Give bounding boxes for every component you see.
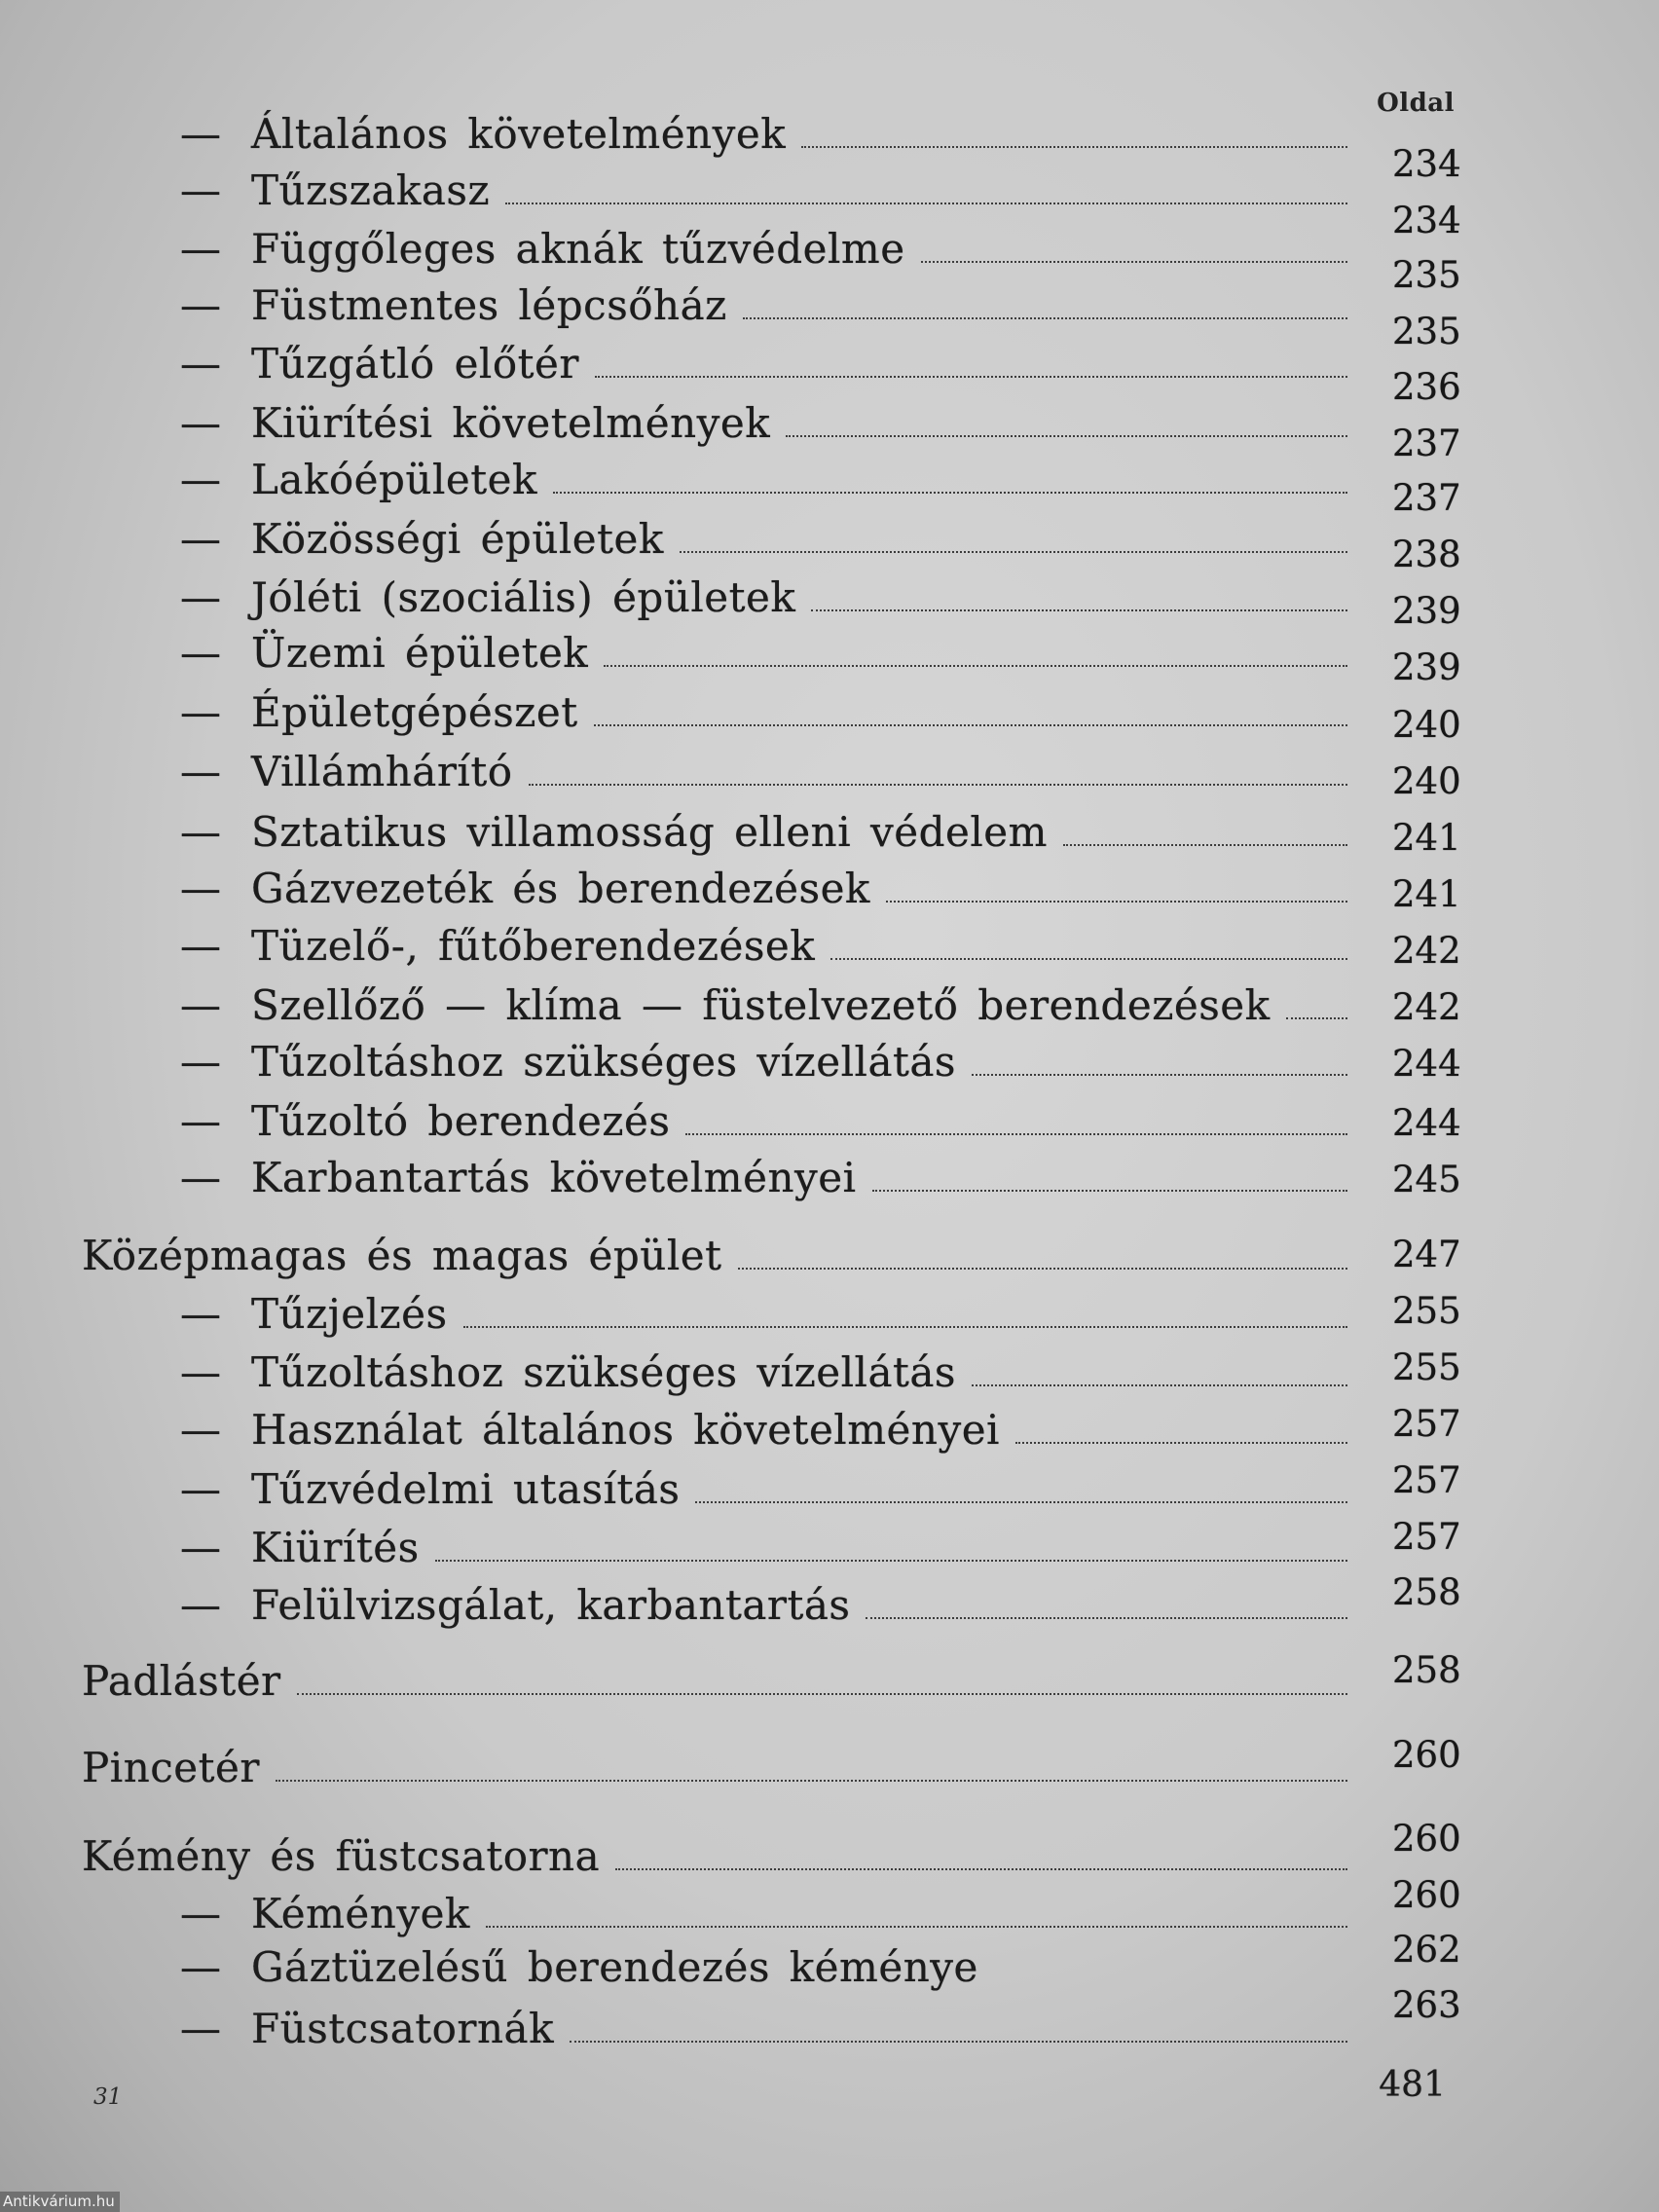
entry-title: Villámhárító	[251, 748, 513, 795]
entry-dash: —	[180, 808, 221, 856]
entry-page-number: 255	[1392, 1290, 1461, 1332]
leader-dots	[972, 1384, 1347, 1386]
leader-dots	[594, 724, 1347, 726]
entry-title: Tüzelő-, fűtőberendezések	[251, 922, 816, 970]
leader-dots	[680, 551, 1347, 553]
toc-entry	[180, 1929, 1461, 1996]
toc-entry	[180, 861, 1460, 917]
entry-page-number: 235	[1392, 311, 1461, 352]
entry-page-number: 238	[1392, 534, 1461, 575]
entry-page-number: 241	[1392, 817, 1461, 859]
section-title: Középmagas és magas épület	[82, 1232, 722, 1279]
entry-page-number: 257	[1392, 1459, 1461, 1501]
entry-dash: —	[180, 1943, 221, 1991]
entry-page-number: 242	[1392, 986, 1461, 1028]
entry-page-number: 236	[1392, 366, 1461, 408]
entry-page-number: 239	[1392, 590, 1461, 632]
entry-page-number: 260	[1392, 1874, 1461, 1916]
entry-page-number: 244	[1392, 1102, 1461, 1144]
entry-page-number: 237	[1392, 477, 1461, 519]
entry-dash: —	[180, 748, 221, 795]
entry-dash: —	[180, 1348, 221, 1396]
entry-title: Gázvezeték és berendezések	[251, 865, 870, 912]
entry-title: Jóléti (szociális) épületek	[251, 573, 796, 621]
entry-page-number: 257	[1392, 1516, 1461, 1558]
toc-entry	[180, 1874, 1461, 1942]
toc-entry	[180, 1571, 1461, 1634]
entry-page-number: 240	[1392, 760, 1461, 802]
entry-page-number: 240	[1392, 704, 1461, 746]
entry-dash: —	[180, 1154, 221, 1201]
toc-entry	[180, 1034, 1460, 1090]
toc-entry	[180, 511, 1461, 575]
section-page-number: 258	[1392, 1649, 1461, 1691]
leader-dots	[695, 1501, 1347, 1503]
toc-entry	[180, 452, 1461, 519]
entry-page-number: 255	[1392, 1346, 1461, 1388]
page-column-label: Oldal	[1377, 89, 1455, 118]
section-title: Padlástér	[82, 1657, 281, 1705]
entry-page-number: 234	[1392, 143, 1461, 185]
entry-title: Tűzjelzés	[251, 1290, 448, 1338]
leader-dots	[1015, 1442, 1347, 1444]
entry-dash: —	[180, 865, 221, 912]
section-page-number: 260	[1392, 1818, 1461, 1860]
entry-title: Tűzoltó berendezés	[251, 1097, 671, 1145]
toc-entry	[180, 977, 1460, 1034]
entry-page-number: 241	[1392, 873, 1461, 915]
entry-title: Tűzoltáshoz szükséges vízellátás	[251, 1038, 956, 1086]
toc-entry	[180, 221, 1461, 296]
leader-dots	[811, 609, 1347, 611]
entry-title: Kiürítési követelmények	[251, 399, 771, 447]
entry-title: Kiürítés	[251, 1524, 420, 1571]
toc-entry	[180, 1345, 1460, 1401]
toc-section-heading	[82, 1734, 1461, 1796]
entry-dash: —	[180, 688, 221, 736]
entry-dash: —	[180, 573, 221, 621]
entry-dash: —	[180, 629, 221, 677]
leader-dots	[529, 784, 1347, 786]
entry-title: Tűzszakasz	[251, 166, 491, 214]
entry-title: Tűzvédelmi utasítás	[251, 1465, 681, 1513]
entry-page-number: 235	[1392, 254, 1461, 296]
leader-dots	[276, 1780, 1347, 1782]
entry-title: Sztatikus villamosság elleni védelem	[251, 808, 1048, 856]
entry-dash: —	[180, 340, 221, 387]
entry-page-number: 234	[1392, 200, 1461, 241]
leader-dots	[743, 317, 1347, 319]
toc-entry	[180, 1093, 1460, 1150]
entry-dash: —	[180, 1097, 221, 1145]
leader-dots	[486, 1926, 1347, 1928]
entry-title: Lakóépületek	[251, 456, 537, 503]
entry-title: Épületgépészet	[251, 688, 578, 736]
leader-dots	[872, 1190, 1347, 1192]
entry-dash: —	[180, 1290, 221, 1338]
leader-dots	[738, 1268, 1347, 1270]
toc-entry	[180, 106, 1461, 185]
entry-dash: —	[180, 1465, 221, 1513]
entry-dash: —	[180, 981, 221, 1029]
entry-title: Üzemi épületek	[251, 629, 589, 677]
leader-dots	[570, 2041, 1347, 2043]
footer-page-number: 481	[1379, 2065, 1446, 2105]
entry-dash: —	[180, 225, 221, 273]
toc-entry	[180, 1984, 1461, 2057]
entry-title: Általános követelmények	[251, 110, 787, 158]
toc-entry	[180, 395, 1461, 464]
entry-title: Felülvizsgálat, karbantartás	[251, 1581, 851, 1629]
entry-dash: —	[180, 399, 221, 447]
entry-page-number: 257	[1392, 1403, 1461, 1445]
toc-section-heading	[82, 1649, 1461, 1710]
toc-entry	[180, 1402, 1460, 1458]
entry-title: Füstcsatornák	[251, 2005, 555, 2052]
leader-dots	[786, 435, 1347, 437]
entry-page-number: 263	[1392, 1984, 1461, 2026]
section-title: Kémény és füstcsatorna	[82, 1832, 601, 1880]
entry-title: Közösségi épületek	[251, 515, 664, 563]
leader-dots	[463, 1326, 1347, 1328]
entry-page-number: 244	[1392, 1043, 1461, 1085]
leader-dots	[685, 1133, 1347, 1135]
entry-title: Szellőző — klíma — füstelvezető berendezések	[251, 981, 1271, 1029]
toc-entry	[180, 1516, 1461, 1576]
leader-dots	[921, 261, 1347, 263]
leader-dots	[604, 665, 1347, 667]
entry-page-number: 239	[1392, 646, 1461, 688]
entry-dash: —	[180, 515, 221, 563]
leader-dots	[435, 1560, 1347, 1562]
leader-space	[994, 1979, 1347, 1981]
leader-dots	[886, 901, 1347, 903]
entry-page-number: 262	[1392, 1929, 1461, 1971]
entry-page-number: 242	[1392, 930, 1461, 972]
toc-entry	[180, 684, 1461, 746]
entry-dash: —	[180, 1406, 221, 1454]
entry-page-number: 258	[1392, 1571, 1461, 1613]
toc-entry	[180, 336, 1461, 408]
entry-dash: —	[180, 166, 221, 214]
entry-title: Gáztüzelésű berendezés kéménye	[251, 1943, 978, 1991]
entry-title: Használat általános követelményei	[251, 1406, 1000, 1454]
entry-dash: —	[180, 922, 221, 970]
entry-title: Kémények	[251, 1890, 470, 1937]
toc-entry	[180, 1286, 1460, 1343]
entry-title: Karbantartás követelményei	[251, 1154, 857, 1201]
section-page-number: 247	[1392, 1234, 1461, 1275]
entry-dash: —	[180, 1038, 221, 1086]
leader-dots	[1286, 1017, 1347, 1019]
toc-entry	[180, 804, 1460, 861]
entry-title: Tűzoltáshoz szükséges vízellátás	[251, 1348, 956, 1396]
entry-title: Füstmentes lépcsőház	[251, 281, 727, 329]
entry-page-number: 245	[1392, 1159, 1461, 1200]
entry-dash: —	[180, 1890, 221, 1937]
toc-entry	[180, 277, 1461, 352]
toc-entry	[180, 918, 1460, 975]
leader-dots	[801, 146, 1347, 148]
leader-dots	[505, 203, 1347, 204]
toc-entry	[180, 163, 1461, 241]
toc-entry	[180, 744, 1460, 800]
entry-title: Függőleges aknák tűzvédelme	[251, 225, 905, 273]
entry-dash: —	[180, 2005, 221, 2052]
toc-entry	[180, 570, 1461, 632]
toc-entry	[180, 1461, 1460, 1518]
section-page-number: 260	[1392, 1734, 1461, 1776]
leader-dots	[297, 1693, 1347, 1695]
leader-dots	[830, 958, 1347, 960]
leader-dots	[595, 376, 1347, 378]
toc-entry	[180, 625, 1461, 688]
toc-entry	[180, 1150, 1460, 1206]
entry-dash: —	[180, 110, 221, 158]
entry-dash: —	[180, 1581, 221, 1629]
leader-dots	[615, 1868, 1347, 1870]
entry-title: Tűzgátló előtér	[251, 340, 579, 387]
footer-signature-number: 31	[93, 2084, 123, 2110]
entry-dash: —	[180, 456, 221, 503]
toc-section-heading	[82, 1818, 1461, 1885]
leader-dots	[553, 492, 1347, 494]
leader-dots	[1063, 844, 1347, 846]
leader-dots	[972, 1074, 1347, 1076]
toc-section-heading	[82, 1228, 1460, 1284]
entry-page-number: 237	[1392, 423, 1461, 464]
watermark: Antikvárium.hu	[0, 2192, 120, 2212]
entry-dash: —	[180, 281, 221, 329]
section-title: Pincetér	[82, 1744, 260, 1791]
leader-dots	[866, 1617, 1347, 1619]
entry-dash: —	[180, 1524, 221, 1571]
